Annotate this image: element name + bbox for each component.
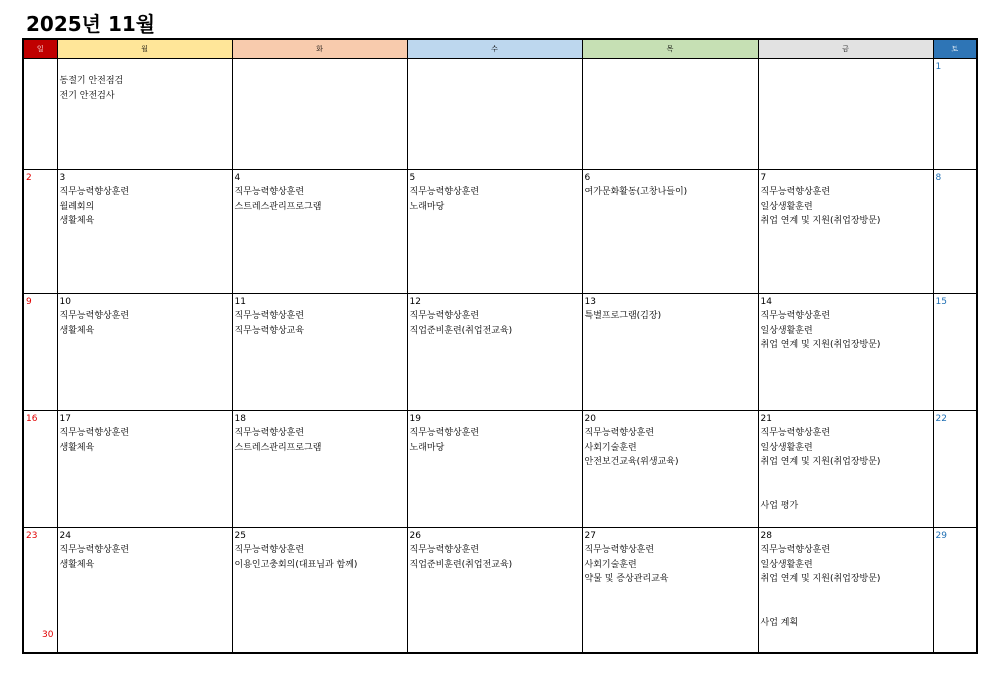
event-item: 취업 연계 및 지원(취업장방문) bbox=[760, 574, 881, 584]
day-cell[interactable] bbox=[232, 294, 407, 411]
event-item: 여가문화활동(고창나들이) bbox=[584, 187, 688, 197]
day-cell[interactable] bbox=[57, 59, 232, 170]
event-item: 안전보건교육(위생교육) bbox=[584, 457, 679, 467]
day-cell[interactable] bbox=[582, 59, 758, 170]
day-number: 14 bbox=[760, 297, 772, 307]
day-number: 7 bbox=[760, 173, 767, 183]
event-item: 직무능력향상훈련 bbox=[760, 428, 831, 438]
day-number: 11 bbox=[234, 297, 246, 307]
weekday-mon: 월 bbox=[57, 39, 232, 59]
event-item-bottom: 사업 계획 bbox=[760, 617, 799, 628]
week-row-1 bbox=[23, 59, 977, 170]
event-item: 직무능력향상훈련 bbox=[234, 428, 305, 438]
event-item: 직업준비훈련(취업전교육) bbox=[409, 325, 513, 336]
day-cell[interactable] bbox=[407, 528, 582, 654]
weekday-header-row bbox=[23, 39, 977, 59]
event-item: 직무능력향상훈련 bbox=[59, 545, 130, 555]
event-item: 노래마당 bbox=[409, 442, 445, 453]
monthly-calendar bbox=[22, 38, 978, 654]
day-cell[interactable] bbox=[758, 528, 933, 654]
day-number: 18 bbox=[234, 414, 246, 424]
event-item: 사회기술훈련 bbox=[584, 442, 637, 453]
event-item: 직무능력향상훈련 bbox=[409, 311, 480, 321]
day-cell[interactable] bbox=[758, 59, 933, 170]
day-cell[interactable] bbox=[23, 294, 57, 411]
weekday-wed: 수 bbox=[407, 39, 582, 59]
week-row-4 bbox=[23, 411, 977, 528]
event-item: 생활체육 bbox=[59, 216, 95, 226]
event-item: 약물 및 증상관리교육 bbox=[584, 574, 669, 584]
event-item: 일상생활훈련 bbox=[760, 559, 813, 570]
day-number: 2 bbox=[26, 173, 32, 183]
day-number: 21 bbox=[760, 414, 772, 424]
day-number: 22 bbox=[935, 414, 947, 424]
day-number: 12 bbox=[409, 297, 421, 307]
day-cell[interactable] bbox=[582, 528, 758, 654]
event-item: 직무능력향상훈련 bbox=[760, 187, 831, 197]
event-item: 사회기술훈련 bbox=[584, 559, 637, 570]
day-number: 13 bbox=[584, 297, 596, 307]
day-number: 29 bbox=[935, 531, 947, 541]
weekday-thu: 목 bbox=[582, 39, 758, 59]
event-item: 직무능력향상훈련 bbox=[760, 311, 831, 321]
day-cell[interactable] bbox=[933, 528, 977, 654]
event-item: 직무능력향상훈련 bbox=[59, 428, 130, 438]
day-number: 26 bbox=[409, 531, 421, 541]
day-number: 5 bbox=[409, 173, 416, 183]
weekday-fri: 금 bbox=[758, 39, 933, 59]
event-item: 직무능력향상훈련 bbox=[409, 428, 480, 438]
weekday-sun: 일 bbox=[23, 39, 57, 59]
day-cell[interactable] bbox=[23, 411, 57, 528]
event-item: 월례회의 bbox=[59, 201, 95, 212]
week-row-2 bbox=[23, 170, 977, 294]
day-number: 1 bbox=[935, 62, 942, 72]
event-item: 동절기 안전점검 bbox=[59, 76, 124, 86]
event-item: 취업 연계 및 지원(취업장방문) bbox=[760, 457, 881, 467]
day-cell[interactable] bbox=[232, 170, 407, 294]
event-item: 생활체육 bbox=[59, 442, 95, 453]
day-cell[interactable] bbox=[407, 411, 582, 528]
event-item: 전기 안전검사 bbox=[59, 90, 115, 101]
event-item: 이용인고충회의(대표님과 함께) bbox=[234, 559, 358, 570]
event-item: 생활체육 bbox=[59, 559, 95, 570]
event-item: 직무능력향상훈련 bbox=[234, 545, 305, 555]
event-item: 직업준비훈련(취업전교육) bbox=[409, 559, 513, 570]
day-cell[interactable] bbox=[758, 170, 933, 294]
day-number: 28 bbox=[760, 531, 772, 541]
day-number: 3 bbox=[59, 173, 66, 183]
event-item: 직무능력향상훈련 bbox=[409, 545, 480, 555]
event-item: 특별프로그램(김장) bbox=[584, 311, 662, 321]
day-number: 16 bbox=[26, 414, 38, 424]
weekday-sat: 토 bbox=[933, 39, 977, 59]
day-cell[interactable] bbox=[57, 170, 232, 294]
day-cell[interactable] bbox=[232, 528, 407, 654]
day-cell[interactable] bbox=[933, 59, 977, 170]
day-number: 24 bbox=[59, 531, 71, 541]
day-cell[interactable] bbox=[57, 411, 232, 528]
event-item: 직무능력향상교육 bbox=[234, 325, 305, 336]
day-number: 15 bbox=[935, 297, 947, 307]
day-cell[interactable] bbox=[933, 411, 977, 528]
event-item: 취업 연계 및 지원(취업장방문) bbox=[760, 340, 881, 350]
day-cell[interactable] bbox=[933, 170, 977, 294]
day-cell[interactable] bbox=[758, 411, 933, 528]
day-number: 20 bbox=[584, 414, 596, 424]
day-cell[interactable] bbox=[582, 294, 758, 411]
weekday-tue: 화 bbox=[232, 39, 407, 59]
day-cell[interactable] bbox=[758, 294, 933, 411]
event-item: 생활체육 bbox=[59, 325, 95, 336]
event-item: 노래마당 bbox=[409, 201, 445, 212]
day-spacer bbox=[60, 61, 230, 74]
event-item: 스트레스관리프로그램 bbox=[234, 442, 322, 453]
calendar-title: 2025년 11월 bbox=[26, 12, 156, 36]
event-item: 직무능력향상훈련 bbox=[234, 187, 305, 197]
day-number: 6 bbox=[584, 173, 591, 183]
week-row-3 bbox=[23, 294, 977, 411]
day-number: 4 bbox=[234, 173, 241, 183]
day-number: 27 bbox=[584, 531, 596, 541]
day-cell[interactable] bbox=[232, 411, 407, 528]
event-item: 직무능력향상훈련 bbox=[409, 187, 480, 197]
day-cell[interactable] bbox=[933, 294, 977, 411]
day-cell[interactable] bbox=[407, 294, 582, 411]
event-item: 직무능력향상훈련 bbox=[584, 428, 655, 438]
day-cell[interactable] bbox=[582, 170, 758, 294]
event-item: 일상생활훈련 bbox=[760, 325, 813, 336]
day-cell[interactable] bbox=[57, 294, 232, 411]
day-number: 17 bbox=[59, 414, 71, 424]
event-item: 직무능력향상훈련 bbox=[59, 187, 130, 197]
day-number: 9 bbox=[26, 297, 32, 307]
event-item: 직무능력향상훈련 bbox=[234, 311, 305, 321]
event-item-bottom: 사업 평가 bbox=[760, 500, 799, 511]
day-number: 8 bbox=[935, 173, 942, 183]
event-item: 취업 연계 및 지원(취업장방문) bbox=[760, 216, 881, 226]
event-item: 직무능력향상훈련 bbox=[760, 545, 831, 555]
day-number: 10 bbox=[59, 297, 71, 307]
day-cell[interactable] bbox=[57, 528, 232, 654]
event-item: 스트레스관리프로그램 bbox=[234, 201, 322, 212]
event-item: 직무능력향상훈련 bbox=[59, 311, 130, 321]
day-number: 19 bbox=[409, 414, 421, 424]
event-item: 일상생활훈련 bbox=[760, 201, 813, 212]
event-item: 직무능력향상훈련 bbox=[584, 545, 655, 555]
day-cell[interactable] bbox=[23, 170, 57, 294]
event-item: 일상생활훈련 bbox=[760, 442, 813, 453]
day-cell[interactable] bbox=[23, 59, 57, 170]
day-cell[interactable] bbox=[23, 528, 57, 654]
day-cell[interactable] bbox=[582, 411, 758, 528]
week-row-5 bbox=[23, 528, 977, 654]
day-number: 23 bbox=[26, 531, 38, 541]
day-number-extra: 30 bbox=[42, 629, 54, 640]
day-cell[interactable] bbox=[232, 59, 407, 170]
day-number: 25 bbox=[234, 531, 246, 541]
day-cell[interactable] bbox=[407, 170, 582, 294]
day-cell[interactable] bbox=[407, 59, 582, 170]
